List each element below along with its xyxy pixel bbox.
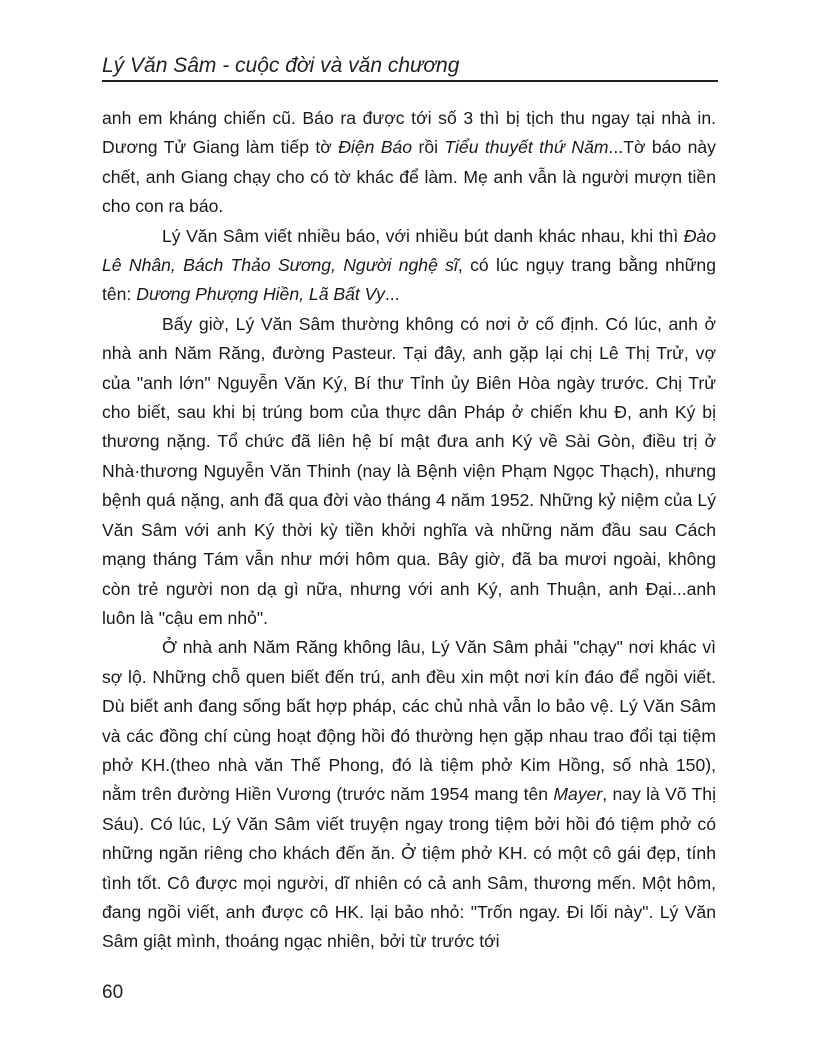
text-run: ... <box>384 284 400 305</box>
text-run: Lý Văn Sâm viết nhiều báo, với nhiều bút danh khác nhau, khi thì <box>162 225 684 246</box>
italic-text: Dương Phượng Hiền, Lã Bất Vy <box>136 284 385 305</box>
text-run: Ở nhà anh Năm Răng không lâu, Lý Văn Sâm phải "chạy" nơi khác vì sợ lộ. Những chỗ quen biết đến trú, anh đều xin một nơi kín đáo để ngồi viết. Dù biết anh đang sống bất hợp pháp, các chủ nhà vẫn lo bảo vệ. Lý Văn Sâm và các đồng chí cùng hoạt động hồi đó thường hẹn gặp nhau trao đổi tại tiệm phở KH.(theo nhà văn Thế Phong, đó là tiệm phở Kim Hồng, số nhà 150), nằm trên đường Hiền Vương (trước năm 1954 mang tên <box>102 637 716 805</box>
text-run: rồi <box>412 137 445 158</box>
italic-text: Tiểu thuyết thứ Năm <box>444 137 609 158</box>
italic-text: Mayer <box>553 784 603 805</box>
italic-text: Đào Lê Nhân, Bách Thảo Sương, Người nghệ sĩ <box>102 225 716 276</box>
header-rule <box>102 80 718 82</box>
body-text <box>102 104 716 957</box>
text-run: ...Tờ báo này chết, anh Giang chạy cho có tờ khác để làm. Mẹ anh vẫn là người mượn tiền cho con ra báo. <box>102 137 716 217</box>
running-header: Lý Văn Sâm - cuộc đời và văn chương <box>102 54 460 77</box>
text-run: Bấy giờ, Lý Văn Sâm thường không có nơi ở cố định. Có lúc, anh ở nhà anh Năm Răng, đường Pasteur. Tại đây, anh gặp lại chị Lê Thị Trử, vợ của "anh lớn" Nguyễn Văn Ký, Bí thư Tỉnh ủy Biên Hòa ngày trước. Chị Trử cho biết, sau khi bị trúng bom của thực dân Pháp ở chiến khu Đ, anh Ký bị thương nặng. Tổ chức đã liên hệ bí mật đưa anh Ký về Sài Gòn, điều trị ở Nhà·thương Nguyễn Văn Thinh (nay là Bệnh viện Phạm Ngọc Thạch), nhưng bệnh quá nặng, anh đã qua đời vào tháng 4 năm 1952. Những kỷ niệm của Lý Văn Sâm với anh Ký thời kỳ tiền khởi nghĩa và những năm đầu sau Cách mạng tháng Tám vẫn như mới hôm qua. Bây giờ, đã ba mươi ngoài, không còn trẻ người non dạ gì nữa, nhưng với anh Ký, anh Thuận, anh Đại...anh luôn là "cậu em nhỏ". <box>102 313 716 628</box>
italic-text: Điện Báo <box>338 137 413 158</box>
paragraph-1 <box>102 104 716 222</box>
text-run: anh em kháng chiến cũ. Báo ra được tới số 3 thì bị tịch thu ngay tại nhà in. Dương Tử Giang làm tiếp tờ <box>102 108 716 158</box>
text-run: , có lúc ngụy trang bằng những tên: <box>102 255 716 305</box>
paragraph-2 <box>102 222 716 310</box>
paragraph-3 <box>102 310 716 633</box>
text-run: , nay là Võ Thị Sáu). Có lúc, Lý Văn Sâm viết truyện ngay trong tiệm bởi hồi đó tiệm phở có những ngăn riêng cho khách đến ăn. Ở tiệm phở KH. có một cô gái đẹp, tính tình tốt. Cô được mọi người, dĩ nhiên có cả anh Sâm, thương mến. Một hôm, đang ngồi viết, anh được cô HK. lại bảo nhỏ: "Trốn ngay. Đi lối này". Lý Văn Sâm giật mình, thoáng ngạc nhiên, bởi từ trước tới <box>102 784 716 952</box>
paragraph-4 <box>102 633 716 956</box>
page-number: 60 <box>102 982 124 1003</box>
